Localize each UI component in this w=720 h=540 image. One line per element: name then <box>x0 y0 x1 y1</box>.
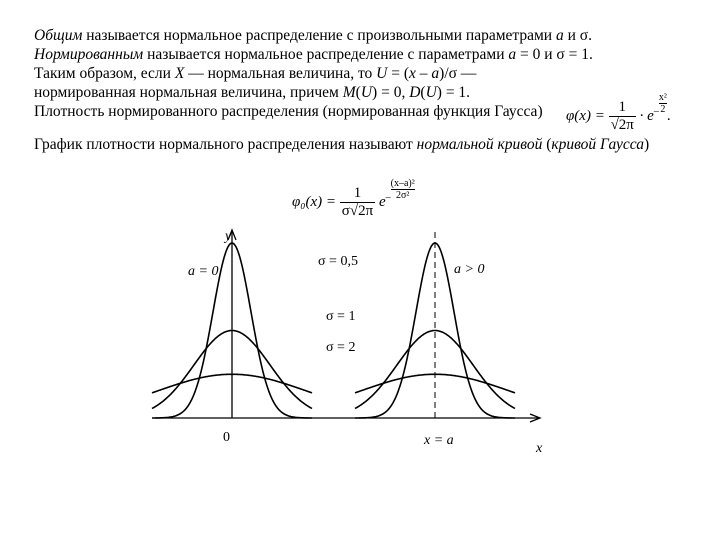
formula-exp-sign: – <box>385 192 391 203</box>
text-span: ) = 0, <box>372 84 410 101</box>
formula-lhs: φ(x) = <box>566 108 605 124</box>
formula-exp-denominator: 2σ² <box>395 190 410 201</box>
var-U: U <box>360 84 373 101</box>
var-U: U <box>425 84 437 101</box>
text-span: — нормальная величина, то <box>184 65 377 82</box>
text-span: нормированная нормальная величина, причем <box>34 84 343 101</box>
label-origin: 0 <box>223 430 230 445</box>
var-x: x <box>409 65 416 82</box>
var-X: X <box>174 65 185 82</box>
label-sigma-1: σ = 1 <box>326 309 356 324</box>
formula-exp-numerator: (x–a)² <box>390 178 415 189</box>
var-a: a <box>431 65 440 82</box>
text-span: График плотности нормального распределения называют <box>34 136 417 153</box>
text-span: ( <box>355 84 361 101</box>
term-gauss-curve: кривой Гаусса <box>551 136 645 153</box>
y-axis-label: y <box>225 229 232 244</box>
formula-exp-sign: – <box>653 106 659 117</box>
var-a: a <box>508 46 517 63</box>
var-a: a <box>555 27 564 44</box>
text-span: ( <box>420 84 426 101</box>
text-span: ) = 1. <box>436 84 471 101</box>
label-a-positive: a > 0 <box>454 262 485 277</box>
text-span: и σ. <box>563 27 592 44</box>
text-span: ) <box>644 136 650 153</box>
label-x-equals-a: x = a <box>424 433 454 448</box>
formula-exp-numerator: x² <box>658 92 667 103</box>
formula-tail: . <box>666 108 671 124</box>
term-normalized: Нормированным <box>34 46 144 63</box>
formula-numerator: 1 <box>609 99 636 117</box>
var-M: M <box>342 84 356 101</box>
formula-denominator: σ√2π <box>341 203 374 220</box>
label-a-zero: a = 0 <box>188 264 219 279</box>
label-sigma-2: σ = 2 <box>326 340 356 355</box>
text-span: называется нормальное распределение с параметрами <box>143 46 509 63</box>
text-span: = ( <box>387 65 410 82</box>
text-span: Плотность нормированного распределения (нормированная функция Гаусса) <box>34 103 543 120</box>
formula-exp-base: e <box>378 194 386 210</box>
label-sigma-05: σ = 0,5 <box>318 254 358 269</box>
text-span: Таким образом, если <box>34 65 175 82</box>
text-span: = 0 и σ = 1. <box>516 46 593 63</box>
term-normal-curve: нормальной кривой <box>416 136 543 153</box>
text-span: называется нормальное распределение с произвольными параметрами <box>82 27 556 44</box>
var-U: U <box>376 65 388 82</box>
text-span: )/σ — <box>439 65 477 82</box>
term-general: Общим <box>34 27 83 44</box>
formula-numerator: 1 <box>340 185 375 203</box>
var-D: D <box>409 84 421 101</box>
formula-exp-base: · e <box>639 108 654 124</box>
text-span: ( <box>542 136 552 153</box>
formula-exp-denominator: 2 <box>660 104 666 115</box>
x-axis-label: x <box>536 441 543 456</box>
formula-denominator: √2π <box>610 117 634 134</box>
formula-lhs: φ₀(x) = <box>292 194 337 210</box>
text-span: – <box>415 65 432 82</box>
